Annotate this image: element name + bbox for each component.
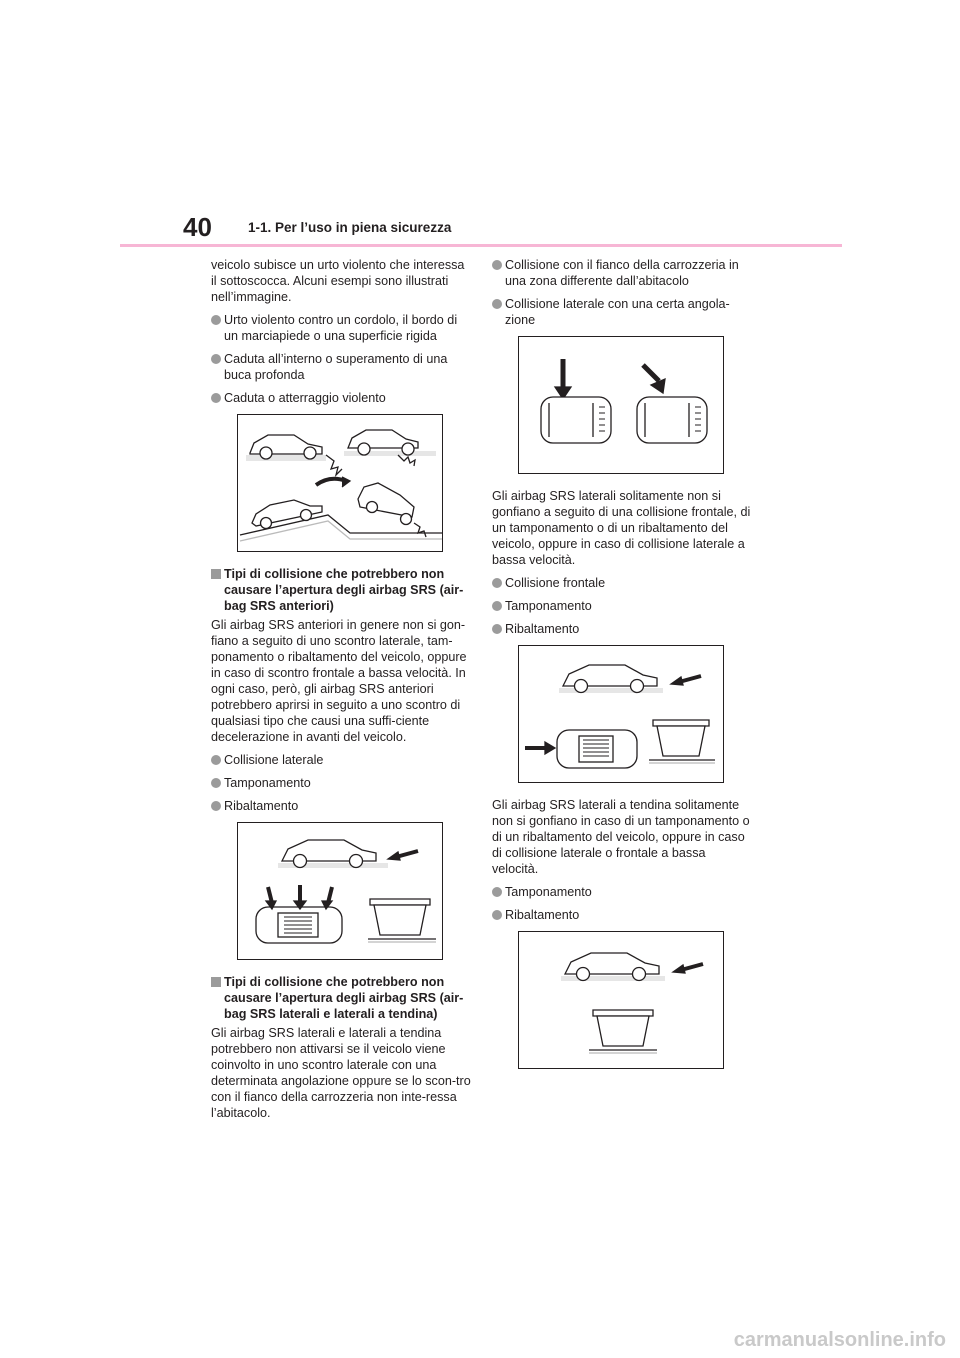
list-item: Urto violento contro un cordolo, il bordo di un marciapiede o una superficie rigida [211, 312, 473, 344]
page-number: 40 [183, 212, 212, 242]
bullet-icon [492, 578, 502, 588]
bullet-icon [492, 299, 502, 309]
list-item: Collisione frontale [492, 575, 754, 591]
front-airbag-paragraph: Gli airbag SRS anteriori in genere non si gon-fiano a seguito di uno scontro laterale, tam-ponamento o ribaltamento del veicolo, oppure in caso di scontro frontale a bassa velocità. In ogni caso, però, gli airbag SRS anteriori potrebbero aprirsi in seguito a uno scontro di qualsiasi tipo che causi una suffi-ciente decelerazione in avanti del veicolo. [211, 618, 467, 744]
bullet-icon [492, 260, 502, 270]
figure-curtain-airbag-cases [518, 931, 724, 1069]
bullet-icon [211, 354, 221, 364]
list-item: Tamponamento [492, 598, 754, 614]
square-bullet-icon [211, 977, 221, 987]
bullet-icon [211, 755, 221, 765]
undercarriage-impact-illustration [238, 415, 442, 551]
bullet-icon [492, 601, 502, 611]
watermark: carmanualsonline.info [733, 1329, 946, 1351]
bullet-icon [492, 624, 502, 634]
collision-types-illustration [238, 823, 442, 959]
side-collision-illustration [519, 337, 723, 473]
right-column [492, 257, 754, 1083]
list-item: Collisione laterale con una certa angola-zione [492, 296, 754, 328]
bullet-icon [211, 315, 221, 325]
list-item: Ribaltamento [492, 907, 754, 923]
side-airbag-paragraph: Gli airbag SRS laterali e laterali a tendina potrebbero non attivarsi se il veicolo viene coinvolto in uno scontro laterale con una determinata angolazione oppure se lo scon-tro con il fianco della carrozzeria non inte-ressa l’abitacolo. [211, 1026, 471, 1120]
list-item: Collisione con il fianco della carrozzeria in una zona differente dall’abitacolo [492, 257, 754, 289]
heading-side-airbag-non-deploy: Tipi di collisione che potrebbero non causare l’apertura degli airbag SRS (air-bag SRS laterali e laterali a tendina) [211, 974, 473, 1022]
figure-side-collision-angles [518, 336, 724, 474]
list-item: Caduta all’interno o superamento di una buca profonda [211, 351, 473, 383]
bullet-icon [211, 778, 221, 788]
bullet-icon [492, 887, 502, 897]
heading-front-airbag-non-deploy: Tipi di collisione che potrebbero non causare l’apertura degli airbag SRS (air-bag SRS anteriori) [211, 566, 473, 614]
list-item: Ribaltamento [492, 621, 754, 637]
figure-front-airbag-cases [237, 822, 443, 960]
bullet-icon [211, 801, 221, 811]
figure-side-airbag-cases [518, 645, 724, 783]
list-item: Tamponamento [211, 775, 473, 791]
page-header [0, 0, 960, 250]
square-bullet-icon [211, 569, 221, 579]
side-airbag-cases-illustration [519, 646, 723, 782]
header-divider [120, 244, 842, 247]
curtain-airbag-paragraph: Gli airbag SRS laterali a tendina solitamente non si gonfiano in caso di un tamponamento o di un ribaltamento del veicolo, oppure in caso di collisione laterale o frontale a bassa velocità. [492, 798, 750, 876]
list-item: Tamponamento [492, 884, 754, 900]
list-item: Caduta o atterraggio violento [211, 390, 473, 406]
side-airbag-exceptions-paragraph: Gli airbag SRS laterali solitamente non si gonfiano a seguito di una collisione frontale, di un tamponamento o di un ribaltamento del veicolo, oppure in caso di collisione laterale a bassa velocità. [492, 489, 751, 567]
list-item: Collisione laterale [211, 752, 473, 768]
bullet-icon [492, 910, 502, 920]
figure-undercarriage-impacts [237, 414, 443, 552]
intro-paragraph: veicolo subisce un urto violento che interessa il sottoscocca. Alcuni esempi sono illustrati nell’immagine. [211, 258, 465, 304]
left-column [211, 257, 473, 1128]
bullet-icon [211, 393, 221, 403]
section-title: 1-1. Per l’uso in piena sicurezza [248, 220, 452, 235]
curtain-airbag-cases-illustration [519, 932, 723, 1068]
list-item: Ribaltamento [211, 798, 473, 814]
